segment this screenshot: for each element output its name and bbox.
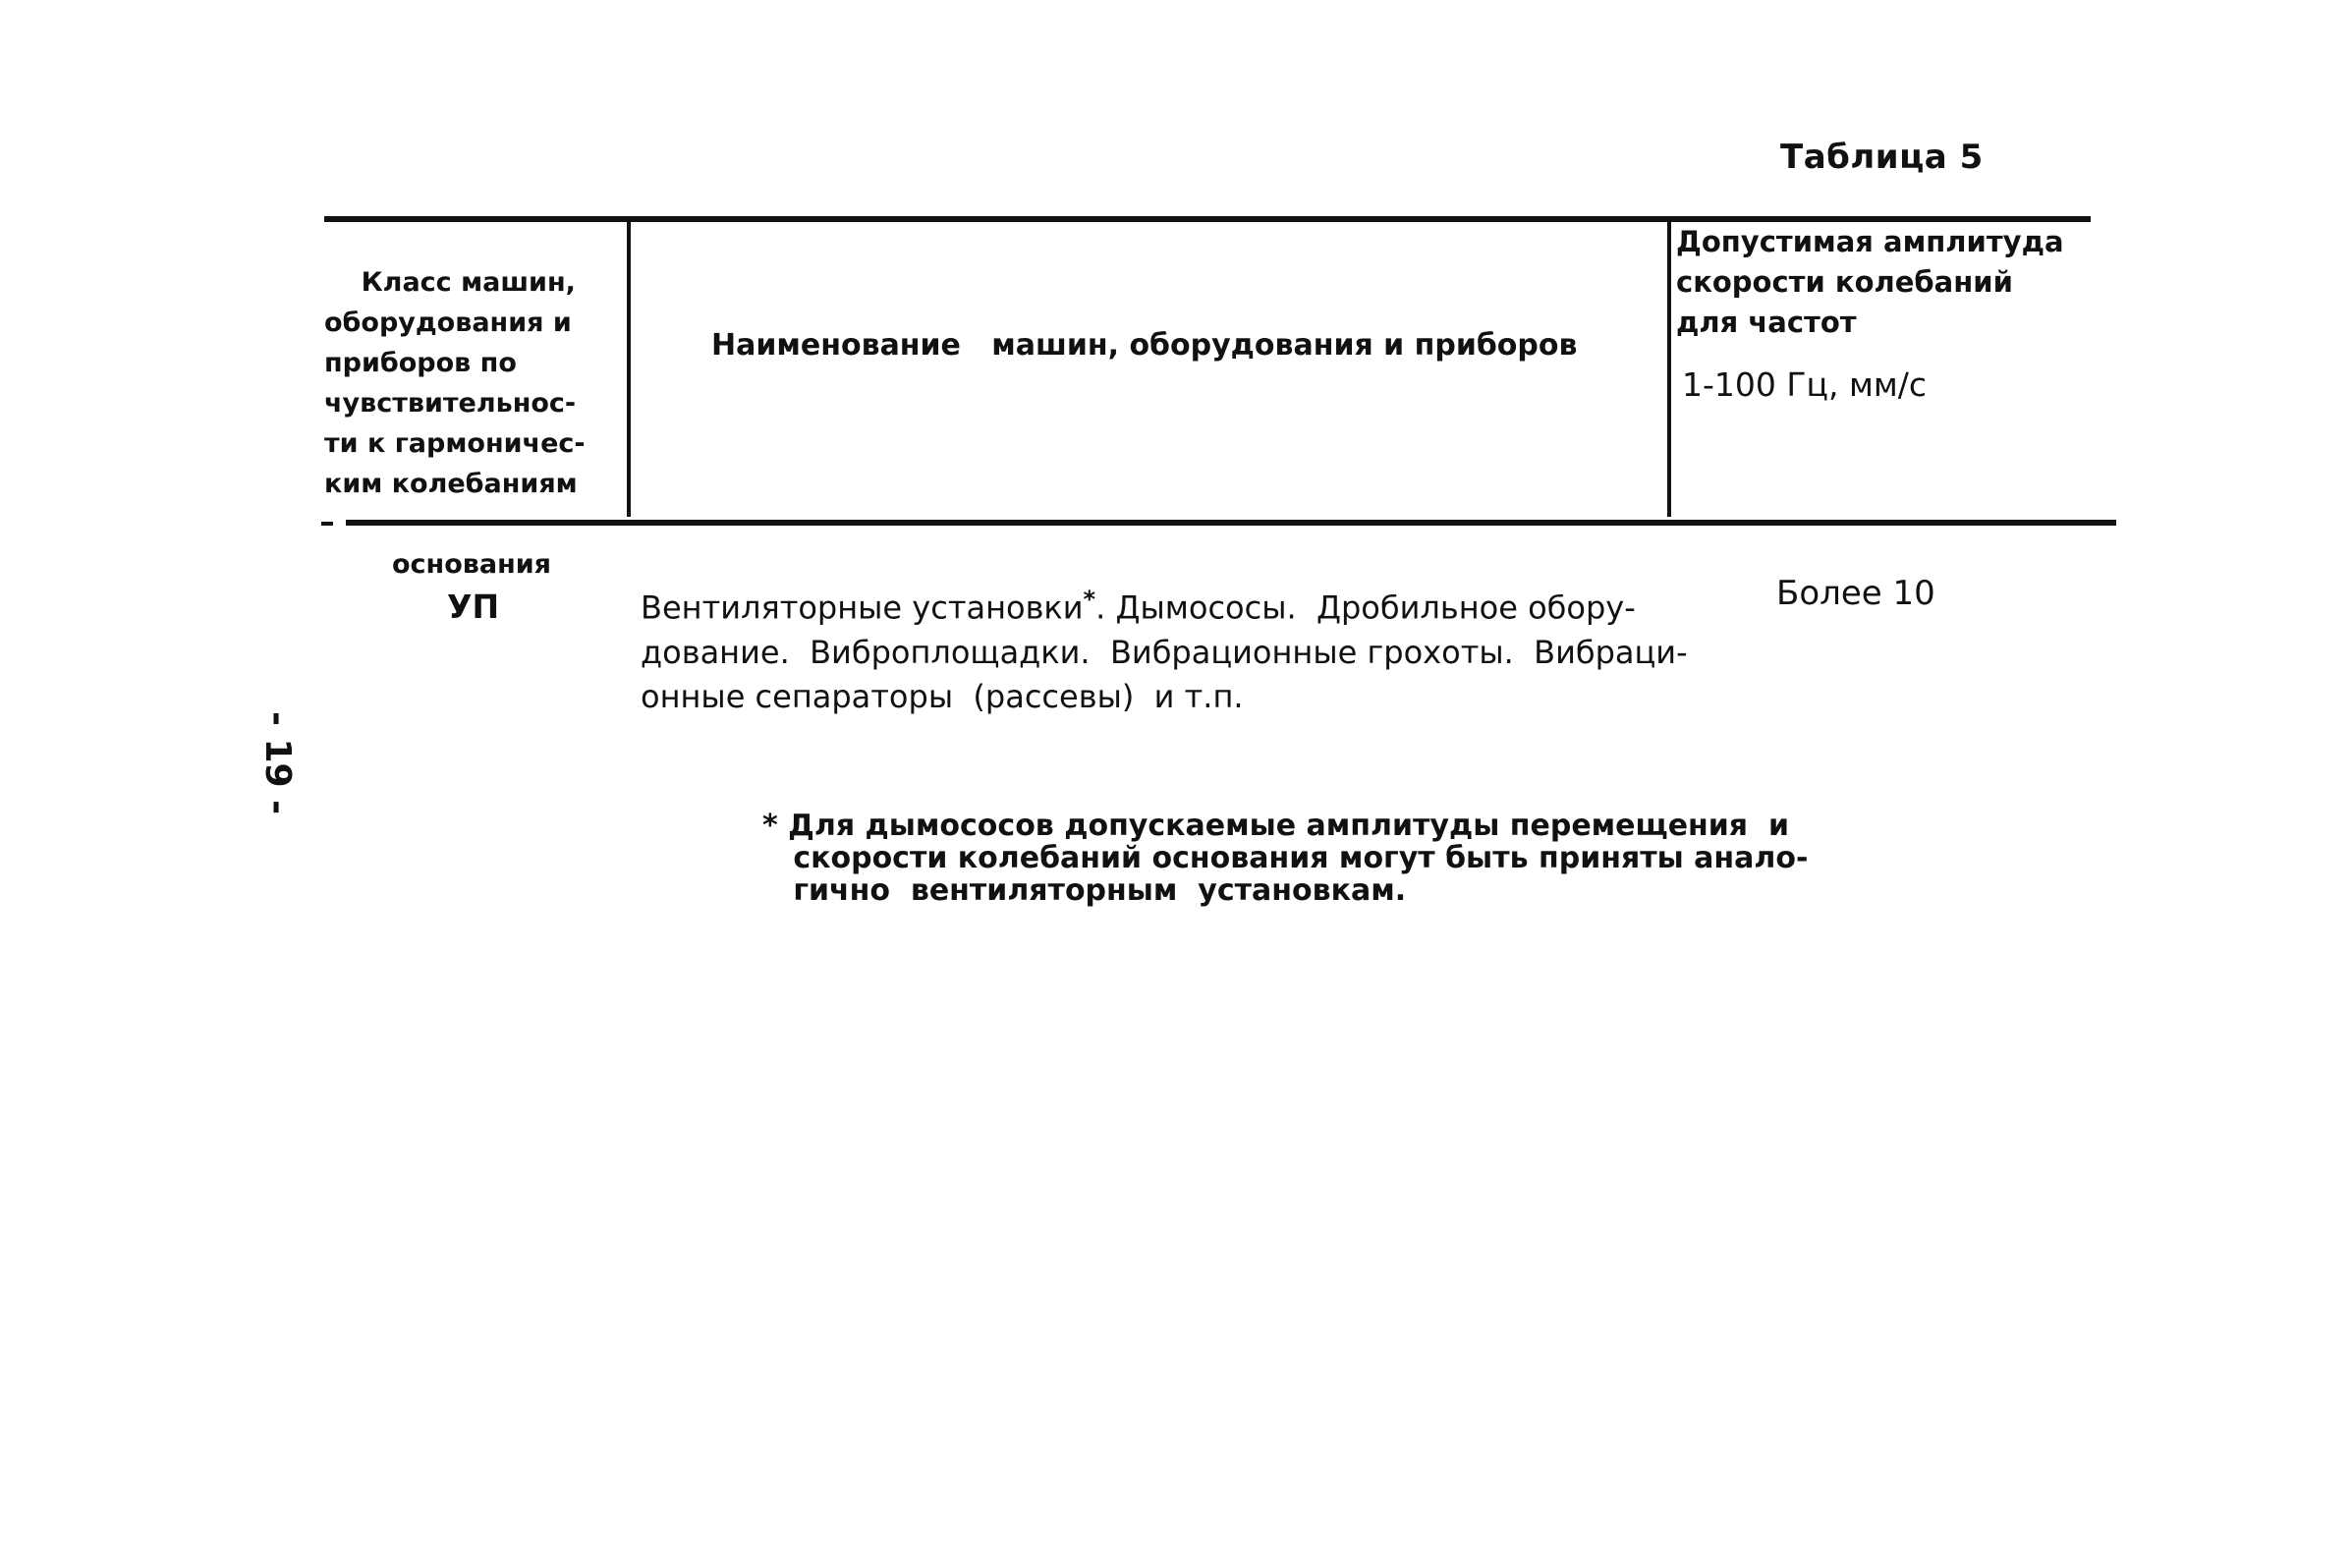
- header-class-text: Класс машин, оборудования и приборов по чувствительнос- ти к гармоничес- ким колебаниям: [324, 267, 586, 499]
- row-description-cell: [641, 578, 1721, 719]
- header-amplitude-cell: Допустимая амплитуда скорости колебаний для частот: [1676, 225, 2064, 339]
- column-divider-2: [1667, 222, 1671, 517]
- row-class-cell: УП: [447, 588, 500, 626]
- row-value-cell: Более 10: [1776, 574, 1935, 613]
- header-class-last-line: основания: [392, 549, 551, 580]
- header-name-cell: Наименование машин, оборудования и приборов: [711, 328, 1578, 363]
- footnote: * Для дымососов допускаемые амплитуды перемещения и скорости колебаний основания могут быть приняты анало- гично вентиляторным установкам.: [762, 809, 1809, 908]
- header-amplitude-range: 1-100 Гц, мм/с: [1682, 365, 1927, 404]
- row-description-rest: . Дымососы. Дробильное обору- дование. Виброплощадки. Вибрационные грохоты. Вибраци- онные сепараторы (рассевы) и т.п.: [641, 588, 1688, 715]
- page-number: - 19 -: [257, 711, 298, 815]
- column-divider-1: [627, 222, 631, 517]
- table-caption: Таблица 5: [1780, 138, 1984, 177]
- row-description-start: Вентиляторные установки: [641, 588, 1084, 627]
- footnote-marker: *: [1083, 586, 1096, 613]
